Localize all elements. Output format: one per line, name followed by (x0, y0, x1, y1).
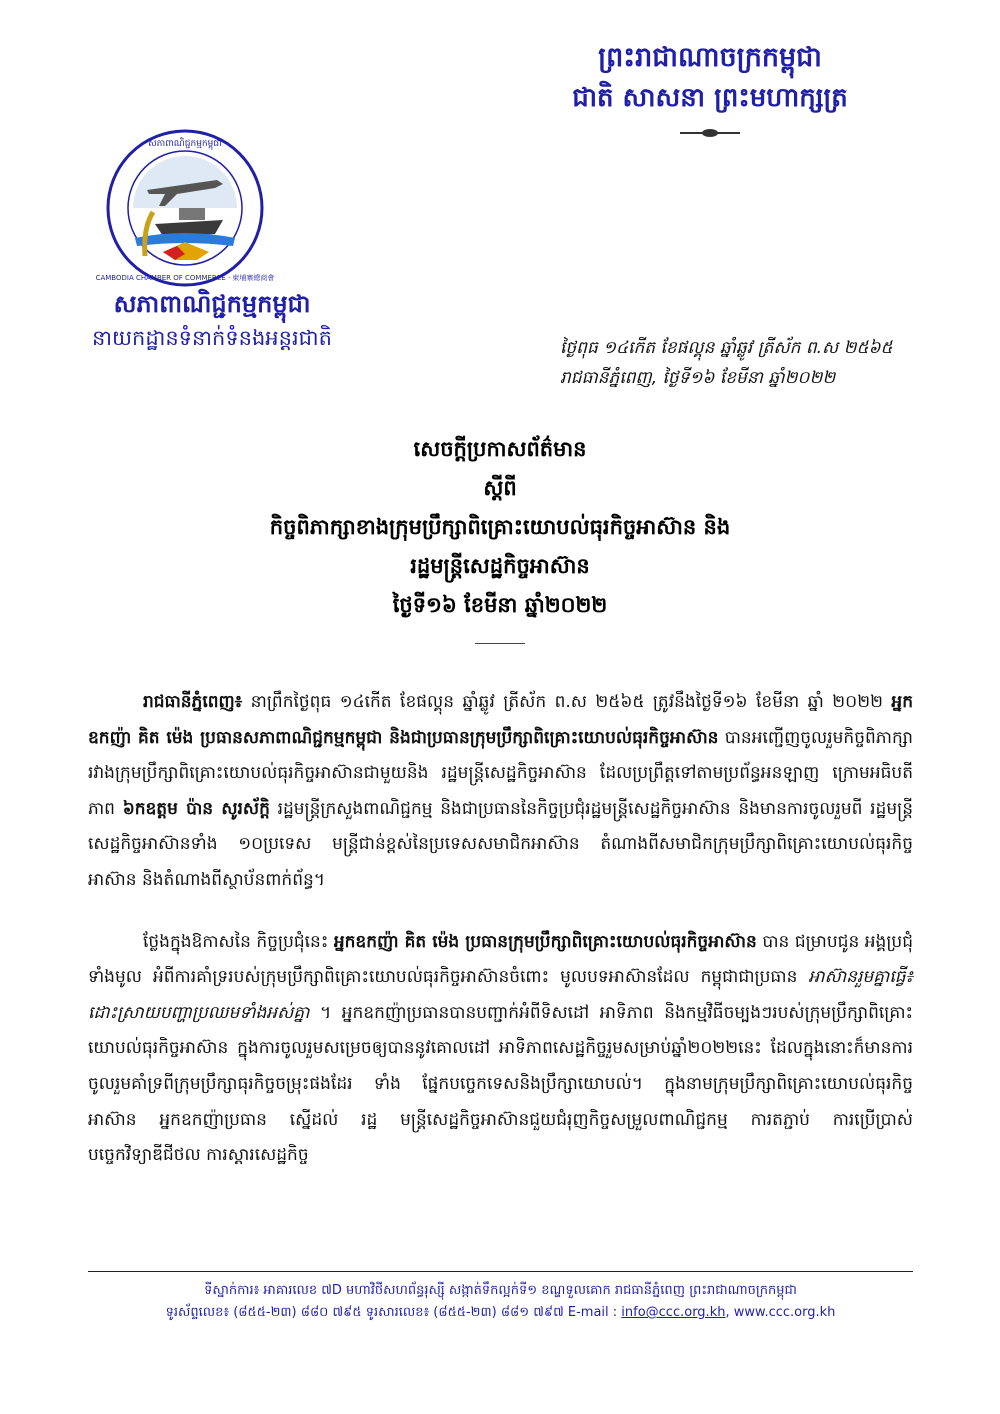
p2-bold-1: អ្នកឧកញ៉ា គិត ម៉េង ប្រធានក្រុមប្រឹក្សាពិគ្រោះយោបល់ធុរកិច្ចអាស៊ាន (333, 931, 757, 952)
footer-address: ទីស្នាក់ការ៖ អាគារលេខ ៧D មហាវិថីសហព័ន្ធរុស្ស៊ី សង្កាត់ទឹកល្អក់ទី១ ខណ្ឌទួលគោក រាជធានីភ្នំពេញ ព្រះរាជាណាចក្រកម្ពុជា (204, 1283, 797, 1298)
p2-text-1: ថ្លែងក្នុងឱកាសនៃ កិច្ចប្រជុំនេះ (143, 931, 334, 952)
p1-text-3: រដ្ឋមន្ត្រីក្រសួងពាណិជ្ជកម្ម និងជាប្រធាននៃកិច្ចប្រជុំរដ្ឋមន្ត្រីសេដ្ឋកិច្ចអាស៊ាន និងមានការចូលរួមពី រដ្ឋមន្ត្រីសេដ្ឋកិច្ចអាស៊ានទាំង ១០ប្រទេស មន្ត្រីជាន់ខ្ពស់នៃប្រទេសសមាជិកអាស៊ាន តំណាងពីសមាជិកក្រុមប្រឹក្សាពិគ្រោះយោបល់ធុរកិច្ចអាស៊ាន និងតំណាងពីស្ថាប័នពាក់ព័ន្ធ។ (88, 798, 913, 890)
p1-bold-3: ៦កឧត្តម ប៉ាន សូរស័ក្តិ (122, 798, 270, 819)
title-separator (475, 643, 525, 644)
organization-name: សភាពាណិជ្ជកម្មកម្ពុជា (113, 290, 311, 318)
kingdom-title: ព្រះរាជាណាចក្រកម្ពុជា (598, 42, 822, 73)
footer-contact (88, 1302, 913, 1324)
title-line-5: ថ្ងៃទី១៦ ខែមីនា ឆ្នាំ២០២២ (392, 593, 608, 617)
title-block (100, 430, 900, 644)
p1-bold-2: អ្នកឧកញ៉ា គិត ម៉េង ប្រធានសភាពាណិជ្ជកម្មកម្ពុជា និងជាប្រធានក្រុមប្រឹក្សាពិគ្រោះយោបល់ធុរកិច្ចអាស៊ាន (88, 692, 913, 748)
p1-text-1: នាព្រឹកថ្ងៃពុធ ១៤កើត ខែផល្គុន ឆ្នាំឆ្លូវ ត្រីស័ក ព.ស ២៥៦៥ ត្រូវនឹងថ្ងៃទី១៦ ខែមីនា ឆ្នាំ ២០២២ (242, 692, 892, 712)
p1-text-2: បានអញ្ជើញចូលរួមកិច្ចពិភាក្សារវាងក្រុមប្រឹក្សាពិគ្រោះយោបល់ធុរកិច្ចអាស៊ានជាមួយនិង រដ្ឋមន្ត្រីសេដ្ឋកិច្ចអាស៊ាន ដែលប្រព្រឹត្តទៅតាមប្រព័ន្ធអនឡាញ ក្រោមអធិបតីភាព (88, 727, 913, 819)
organization-block (72, 286, 352, 354)
kingdom-header (500, 38, 920, 134)
paragraph-2 (88, 925, 913, 1174)
title-line-4: រដ្ឋមន្ត្រីសេដ្ឋកិច្ចអាស៊ាន (410, 554, 590, 578)
location-lead: រាជធានីភ្នំពេញ៖ (143, 692, 243, 712)
body-text (88, 685, 913, 1200)
website-text: www.ccc.org.kh (733, 1305, 836, 1320)
department-name: នាយកដ្ឋានទំនាក់ទំនងអន្តរជាតិ (92, 326, 332, 350)
footer-phone-fax: ទូរស័ព្ទលេខ៖ (៨៥៥-២៣) ៨៨០ ៧៩៥ ទូរសារលេខ៖ (៨៥៥-២៣) ៨៨១ ៧៩៧ E-mail : (165, 1305, 622, 1320)
logo-arc-text: សភាពាណិជ្ជកម្មកម្ពុជា (148, 139, 222, 149)
solar-date: រាជធានីភ្នំពេញ, ថ្ងៃទី១៦ ខែមីនា ឆ្នាំ២០២២ (560, 368, 836, 388)
logo-ring-text: CAMBODIA CHAMBER OF COMMERCE · 柬埔寨總商會 (95, 274, 275, 282)
header-ornament (680, 132, 740, 134)
footer (88, 1271, 913, 1324)
chamber-logo (95, 128, 275, 288)
p2-text-2: បាន ជម្រាបជូន អង្គប្រជុំទាំងមូល អំពីការគាំទ្ររបស់ក្រុមប្រឹក្សាពិគ្រោះយោបល់ធុរកិច្ចអាស៊ានចំពោះ មូលបទអាស៊ានដែល កម្ពុជាជាប្រធាន (88, 931, 913, 988)
footer-separator: , (725, 1305, 734, 1320)
title-line-2: ស្តីពី (483, 476, 517, 500)
title-line-1: សេចក្តីប្រកាសព័ត៌មាន (413, 437, 587, 461)
lunar-date: ថ្ងៃពុធ ១៤កើត ខែផល្គុន ឆ្នាំឆ្លូវ ត្រីស័ក ព.ស ២៥៦៥ (560, 338, 893, 358)
date-block (560, 333, 940, 393)
p2-italic-1: អាស៊ានរួមគ្នាធ្វើ៖ ដោះស្រាយបញ្ហាប្រឈមទាំងអស់គ្នា (88, 967, 913, 1023)
email-link[interactable]: info@ccc.org.kh (621, 1305, 726, 1320)
national-motto: ជាតិ សាសនា ព្រះមហាក្សត្រ (572, 83, 848, 113)
paragraph-1 (88, 685, 913, 899)
p2-text-3: ។ អ្នកឧកញ៉ាប្រធានបានបញ្ជាក់អំពីទិសដៅ អាទិភាព និងកម្មវិធីចម្បងៗរបស់ក្រុមប្រឹក្សាពិគ្រោះយោបល់ធុរកិច្ចអាស៊ាន ក្នុងការចូលរួមសម្រេចឲ្យបាននូវគោលដៅ អាទិភាពសេដ្ឋកិច្ចរួមសម្រាប់ឆ្នាំ២០២២នេះ ដែលក្នុងនោះក៏មានការចូលរួមគាំទ្រពីក្រុមប្រឹក្សាធុរកិច្ចចម្រុះផងដែរ ទាំង ផ្នែកបច្ចេកទេសនិងប្រឹក្សាយោបល់។ ក្នុងនាមក្រុមប្រឹក្សាពិគ្រោះយោបល់ធុរកិច្ចអាស៊ាន អ្នកឧកញ៉ាប្រធាន ស្នើដល់ រដ្ឋ មន្ត្រីសេដ្ឋកិច្ចអាស៊ានជួយជំរុញកិច្ចសម្រួលពាណិជ្ជកម្ម ការតភ្ជាប់ ការប្រើប្រាស់បច្ចេកវិទ្យាឌីជីថល ការស្តារសេដ្ឋកិច្ច (88, 1002, 913, 1166)
title-line-3: កិច្ចពិភាក្សាខាងក្រុមប្រឹក្សាពិគ្រោះយោបល់ធុរកិច្ចអាស៊ាន និង (269, 515, 731, 539)
